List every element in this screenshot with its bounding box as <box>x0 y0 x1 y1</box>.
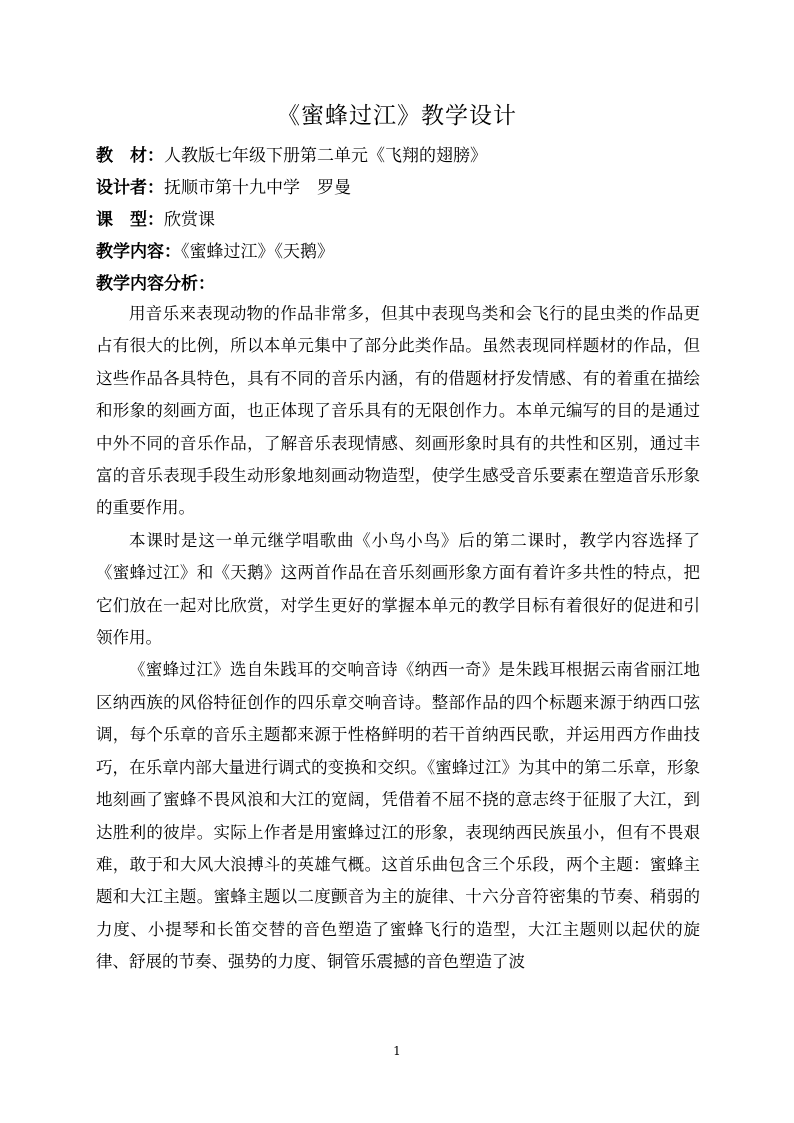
designer-value: 抚顺市第十九中学 罗曼 <box>164 178 351 198</box>
material-value: 人教版七年级下册第二单元《飞翔的翅膀》 <box>164 146 487 166</box>
material-label: 教 材： <box>96 146 164 166</box>
lesson-type-label: 课 型： <box>96 210 164 230</box>
designer-line <box>96 176 716 200</box>
paragraph: 用音乐来表现动物的作品非常多，但其中表现鸟类和会飞行的昆虫类的作品更占有很大的比例，所以本单元集中了部分此类作品。虽然表现同样题材的作品，但这些作品各具特色，具有不同的音乐内涵，有的借题材抒发情感、有的着重在描绘和形象的刻画方面，也正体现了音乐具有的无限创作力。本单元编写的目的是通过中外不同的音乐作品，了解音乐表现情感、刻画形象时具有的共性和区别，通过丰富的音乐表现手段生动形象地刻画动物造型，使学生感受音乐要素在塑造音乐形象的重要作用。 <box>96 304 700 518</box>
designer-label: 设计者： <box>96 178 164 198</box>
content-analysis-heading-line <box>96 272 716 296</box>
teaching-content-value: 《蜜蜂过江》《天鹅》 <box>181 242 334 262</box>
paragraph: 本课时是这一单元继学唱歌曲《小鸟小鸟》后的第二课时，教学内容选择了《蜜蜂过江》和《天鹅》这两首作品在音乐刻画形象方面有着许多共性的特点，把它们放在一起对比欣赏，对学生更好的掌握本单元的教学目标有着很好的促进和引领作用。 <box>96 530 700 648</box>
page-number: 1 <box>393 1044 401 1058</box>
document-title: 《蜜蜂过江》教学设计 <box>277 103 517 129</box>
lesson-type-value: 欣赏课 <box>164 210 215 230</box>
lesson-type-line <box>96 208 716 232</box>
teaching-content-label: 教学内容： <box>96 242 181 262</box>
material-line <box>96 144 716 168</box>
analysis-body <box>96 298 700 979</box>
paragraph: 《蜜蜂过江》选自朱践耳的交响音诗《纳西一奇》是朱践耳根据云南省丽江地区纳西族的风俗特征创作的四乐章交响音诗。整部作品的四个标题来源于纳西口弦调，每个乐章的音乐主题都来源于性格鲜明的若干首纳西民歌，并运用西方作曲技巧，在乐章内部大量进行调式的变换和交织。《蜜蜂过江》为其中的第二乐章，形象地刻画了蜜蜂不畏风浪和大江的宽阔，凭借着不屈不挠的意志终于征服了大江，到达胜利的彼岸。实际上作者是用蜜蜂过江的形象，表现纳西民族虽小，但有不畏艰难，敢于和大风大浪搏斗的英雄气概。这首乐曲包含三个乐段，两个主题：蜜蜂主题和大江主题。蜜蜂主题以二度颤音为主的旋律、十六分音符密集的节奏、稍弱的力度、小提琴和长笛交替的音色塑造了蜜蜂飞行的造型，大江主题则以起伏的旋律、舒展的节奏、强势的力度、铜管乐震撼的音色塑造了波 <box>96 660 700 972</box>
teaching-content-line <box>96 240 716 264</box>
content-analysis-heading: 教学内容分析： <box>96 274 215 294</box>
